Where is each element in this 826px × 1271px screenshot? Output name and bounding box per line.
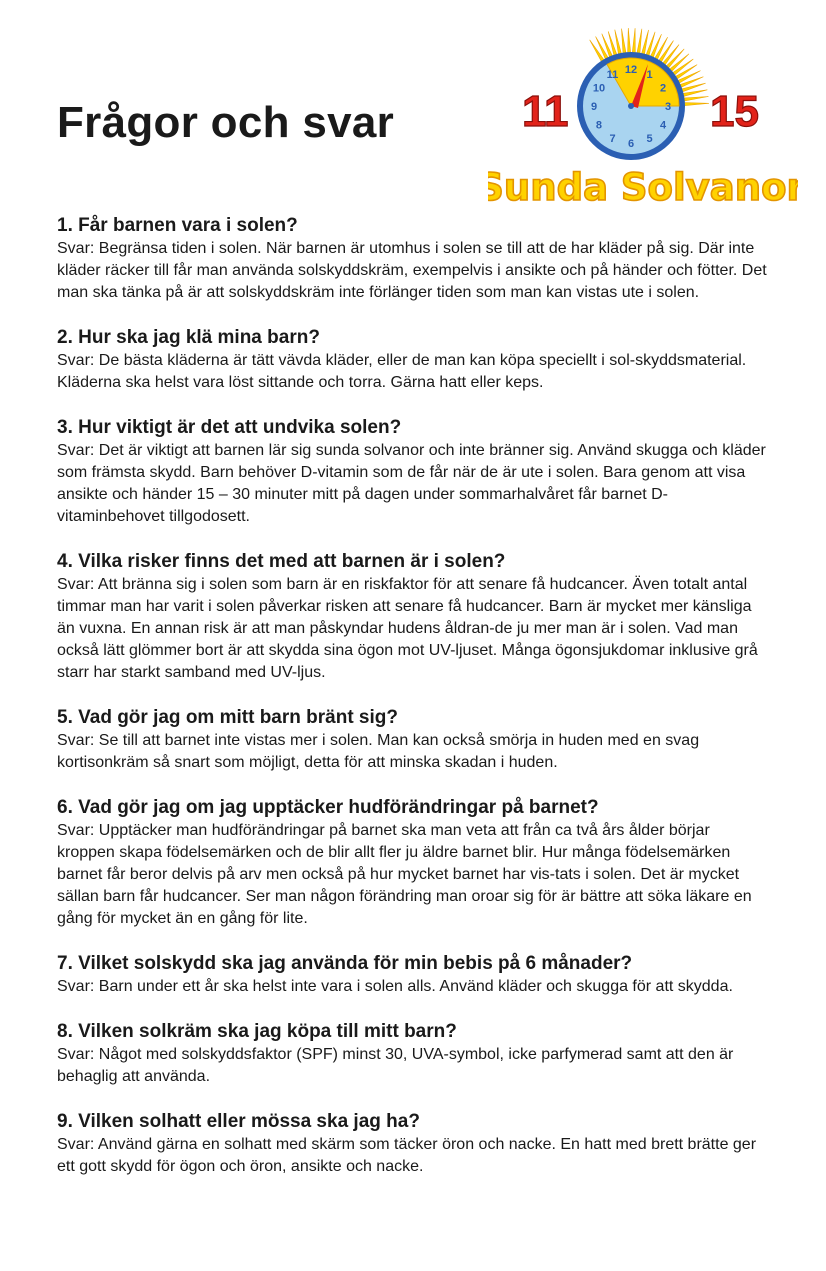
faq-question: 3. Hur viktigt är det att undvika solen?	[57, 417, 402, 438]
faq-item	[57, 952, 769, 998]
faq-item	[57, 550, 769, 684]
logo-left-number: 11	[522, 87, 569, 136]
page-title: Frågor och svar	[57, 98, 395, 147]
faq-question: 2. Hur ska jag klä mina barn?	[57, 327, 320, 348]
clock-number: 1	[646, 68, 653, 81]
faq-item	[57, 796, 769, 930]
faq-list	[57, 214, 769, 1200]
faq-answer: Svar: Upptäcker man hudförändringar på barnet ska man veta att från ca två års ålder börjar kroppen skapa födelsemärken och de blir allt fler ju äldre barnet blir. Hur många födelsemärken barnet får beror delvis på arv men också på hur mycket barnet har vis-tats i solen. Det är mycket sällan barn får hudcancer. Ser man någon förändring man oroar sig för är bättre att söka läkare en gång för mycket än en gång för lite.	[57, 822, 752, 927]
clock-number: 8	[595, 119, 603, 132]
clock-number: 10	[592, 82, 606, 95]
clock-number: 2	[659, 82, 667, 95]
faq-answer: Svar: Se till att barnet inte vistas mer i solen. Man kan också smörja in huden med en svag kortisonkräm så snart som möjligt, detta för att minska skadan i huden.	[57, 732, 700, 771]
faq-answer: Svar: Det är viktigt att barnen lär sig sunda solvanor och inte bränner sig. Använd skugga och kläder som främsta skydd. Barn behöver D-vitamin som de får när de är ute i solen. Bara genom att visa ansikte och händer 15 – 30 minuter mitt på dagen under sommarhalvåret får barnet D-vitaminbehovet tillgodosett.	[57, 442, 766, 525]
faq-item	[57, 706, 769, 774]
clock-number: 3	[664, 101, 672, 113]
faq-answer: Svar: Att bränna sig i solen som barn är en riskfaktor för att senare få hudcancer. Även totalt antal timmar man har varit i solen påverkar risken att senare få hudcancer. Barn är mycket mer känsliga än vuxna. En annan risk är att man påskyndar hudens åldran-de ju mer man är i solen. Vad man också lätt glömmer bort är att skydda sina ögon mot UV-ljuset. Många ögonsjukdomar inklusive grå starr har starkt samband med UV-ljus.	[57, 576, 758, 681]
logo-tagline: Sunda Solvanor	[488, 166, 798, 209]
clock-icon	[580, 55, 682, 157]
faq-item	[57, 416, 769, 528]
clock-number: 4	[659, 119, 667, 132]
faq-item	[57, 214, 769, 304]
faq-answer: Svar: Begränsa tiden i solen. När barnen är utomhus i solen se till att de har kläder på sig. Där inte kläder räcker till får man använda solskyddskräm, exempelvis i ansikte och på händer och fötter. Det man ska tänka på är att solskyddskräm inte förlänger tiden som man kan vistas ute i solen.	[57, 240, 767, 301]
faq-item	[57, 326, 769, 394]
faq-question: 8. Vilken solkräm ska jag köpa till mitt barn?	[57, 1021, 457, 1042]
faq-question: 5. Vad gör jag om mitt barn bränt sig?	[57, 707, 398, 728]
faq-item	[57, 1020, 769, 1088]
faq-question: 1. Får barnen vara i solen?	[57, 215, 298, 236]
faq-question: 4. Vilka risker finns det med att barnen är i solen?	[57, 551, 506, 572]
faq-answer: Svar: De bästa kläderna är tätt vävda kläder, eller de man kan köpa speciellt i sol-skyddsmaterial. Kläderna ska helst vara löst sittande och torra. Gärna hatt eller keps.	[57, 352, 747, 391]
clock-number: 9	[590, 101, 598, 113]
faq-answer: Svar: Barn under ett år ska helst inte vara i solen alls. Använd kläder och skugga för att skydda.	[57, 978, 733, 995]
clock-number: 6	[627, 138, 635, 150]
faq-question: 6. Vad gör jag om jag upptäcker hudförändringar på barnet?	[57, 797, 599, 818]
clock-number: 11	[606, 68, 619, 81]
faq-question: 7. Vilket solskydd ska jag använda för min bebis på 6 månader?	[57, 953, 633, 974]
clock-number: 7	[609, 133, 616, 146]
faq-item	[57, 1110, 769, 1178]
faq-answer: Svar: Något med solskyddsfaktor (SPF) minst 30, UVA-symbol, icke parfymerad samt att den är behaglig att använda.	[57, 1046, 734, 1085]
faq-answer: Svar: Använd gärna en solhatt med skärm som täcker öron och nacke. En hatt med brett brätte ger ett gott skydd för ögon och öron, ansikte och nacke.	[57, 1136, 757, 1175]
sunda-solvanor-logo	[488, 22, 798, 212]
clock-number: 12	[624, 64, 638, 76]
faq-question: 9. Vilken solhatt eller mössa ska jag ha?	[57, 1111, 420, 1132]
clock-number: 5	[646, 133, 653, 146]
logo-right-number: 15	[710, 87, 759, 136]
